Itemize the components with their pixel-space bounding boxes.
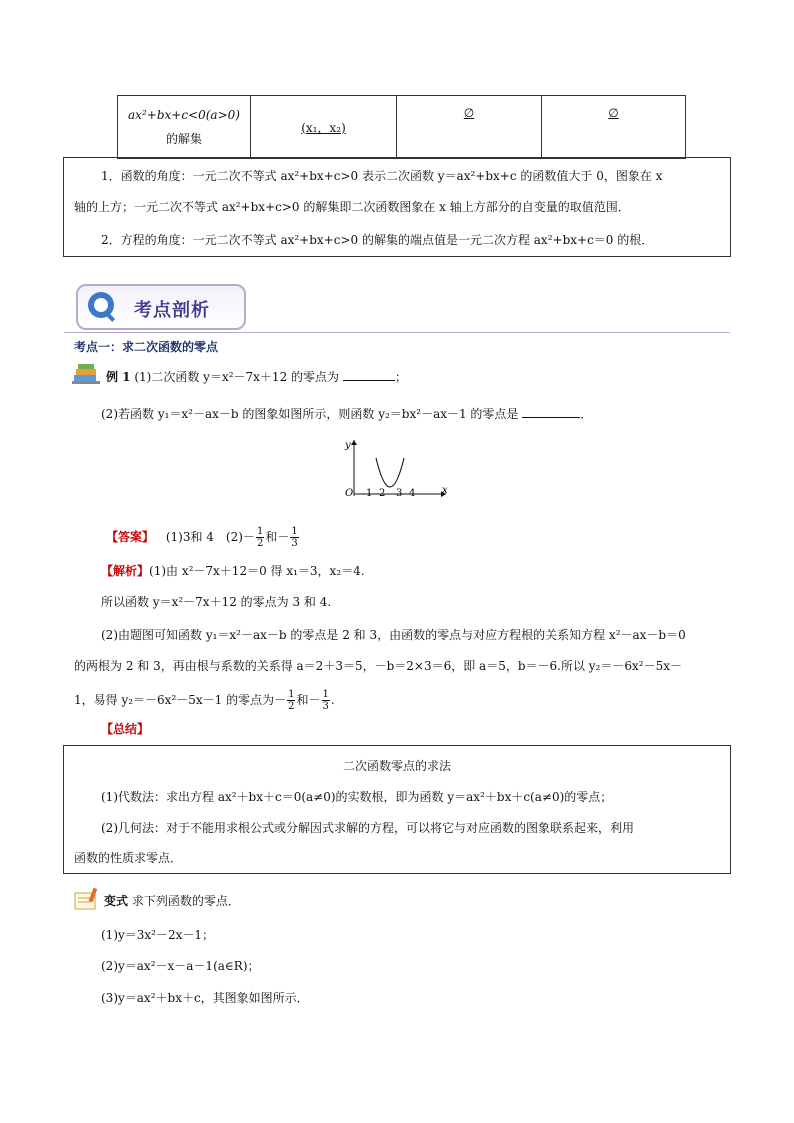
- question-text: (2)若函数 y₁＝x²－ax－b 的图象如图所示，则函数 y₂＝bx²－ax－1 的零点是: [101, 407, 519, 421]
- cell-text: 的解集: [165, 131, 202, 146]
- analysis-tag: 【解析】: [101, 564, 150, 578]
- notebook-pencil-icon: [73, 887, 101, 911]
- frac-den: 2: [288, 701, 295, 712]
- note-line-2: 轴的上方；一元二次不等式 ax²+bx+c>0 的解集即二次函数图象在 x 轴上方部分的自变量的取值范围．: [74, 200, 630, 214]
- variant-item-3: (3)y＝ax²＋bx＋c，其图象如图所示．: [101, 991, 309, 1005]
- fraction: [322, 689, 330, 712]
- note-line-1: 1．函数的角度：一元二次不等式 ax²+bx+c>0 表示二次函数 y＝ax²+bx+c 的函数值大于 0，图象在 x: [101, 169, 663, 183]
- graph-origin: O: [345, 488, 354, 499]
- section-title: 考点一：求二次函数的零点: [74, 340, 219, 354]
- note-line-3: 2．方程的角度：一元二次不等式 ax²+bx+c>0 的解集的端点值是一元二次方程 ax²+bx+c＝0 的根．: [101, 233, 654, 247]
- parabola-graph: [340, 436, 450, 502]
- table-cell-empty-1: [397, 96, 542, 159]
- analysis-line-1: [101, 563, 365, 579]
- graph-tick: 1: [366, 488, 373, 499]
- analysis-text: (1)由 x²－7x＋12＝0 得 x₁＝3，x₂＝4.: [149, 564, 365, 578]
- analysis-text: 和－: [296, 693, 321, 707]
- analysis-line-5: [74, 685, 335, 715]
- example-1-q1: [106, 368, 407, 385]
- frac-num: 1: [322, 689, 329, 700]
- cell-text: (x₁，x₂): [301, 120, 346, 135]
- variant-line: [104, 893, 240, 909]
- question-text: (1)二次函数 y＝x²－7x＋12 的零点为: [134, 370, 340, 384]
- graph-x-label: x: [442, 485, 448, 496]
- example-label: 例 1: [106, 370, 131, 384]
- summary-tag: 【总结】: [101, 722, 150, 736]
- empty-set-symbol: ∅: [608, 106, 619, 120]
- answer-text: 和－: [265, 530, 290, 544]
- table-cell-inequality: [118, 96, 251, 159]
- answer-text: (1)3和 4 (2)－: [165, 530, 255, 544]
- analysis-line-3: (2)由题图可知函数 y₁＝x²－ax－b 的零点是 2 和 3，由函数的零点与对应方程根的关系知方程 x²－ax－b＝0: [101, 628, 686, 642]
- analysis-line-4: 的两根为 2 和 3，再由根与系数的关系得 a＝2＋3＝5，－b＝2×3＝6，即 a＝5，b＝－6.所以 y₂＝－6x²－5x－: [74, 659, 682, 673]
- analysis-text: 1，易得 y₂＝－6x²－5x－1 的零点为－: [74, 693, 287, 707]
- summary-title: 二次函数零点的求法: [342, 759, 451, 773]
- punct: ．: [580, 407, 593, 421]
- solution-table: [117, 95, 686, 159]
- variant-label: 变式: [104, 894, 129, 908]
- graph-y-label: y: [345, 440, 351, 451]
- summary-line-1: (1)代数法：求出方程 ax²＋bx＋c＝0(a≠0)的实数根，即为函数 y＝ax²＋bx＋c(a≠0)的零点；: [101, 790, 613, 804]
- table-cell-interval: [251, 96, 397, 159]
- frac-num: 1: [256, 526, 264, 537]
- variant-item-1: (1)y＝3x²－2x－1；: [101, 928, 215, 942]
- example-1-q2: [101, 405, 592, 422]
- cell-text: ax²+bx+c<0(a>0): [128, 107, 240, 122]
- books-icon: [72, 363, 102, 385]
- search-icon: [86, 290, 120, 324]
- banner-title: 考点剖析: [134, 300, 210, 321]
- answer-line: [106, 522, 300, 552]
- punct: ；: [394, 370, 407, 384]
- fraction: [290, 526, 298, 549]
- frac-num: 1: [291, 526, 298, 537]
- frac-den: 3: [291, 538, 298, 549]
- summary-line-2: (2)几何法：对于不能用求根公式或分解因式求解的方程，可以将它与对应函数的图象联系起来，利用: [101, 821, 635, 835]
- banner-divider: [64, 332, 730, 333]
- graph-tick: 2: [379, 488, 386, 499]
- graph-tick: 3: [396, 488, 403, 499]
- frac-den: 2: [256, 538, 264, 549]
- empty-set-symbol: ∅: [463, 106, 475, 120]
- graph-tick: 4: [409, 488, 416, 499]
- frac-den: 3: [322, 701, 329, 712]
- variant-item-2: (2)y＝ax²－x－a－1(a∈R)；: [101, 959, 260, 973]
- table-cell-empty-2: [542, 96, 686, 159]
- punct: .: [330, 693, 335, 707]
- answer-tag: 【答案】: [106, 530, 155, 544]
- table-row: [118, 96, 686, 159]
- answer-blank: [343, 368, 395, 381]
- fraction: [256, 526, 264, 549]
- answer-blank: [522, 405, 580, 418]
- fraction: [287, 689, 295, 712]
- frac-num: 1: [288, 689, 295, 700]
- summary-line-3: 函数的性质求零点．: [74, 851, 183, 865]
- variant-text: 求下列函数的零点．: [131, 894, 240, 908]
- analysis-line-2: 所以函数 y＝x²－7x＋12 的零点为 3 和 4.: [101, 595, 332, 609]
